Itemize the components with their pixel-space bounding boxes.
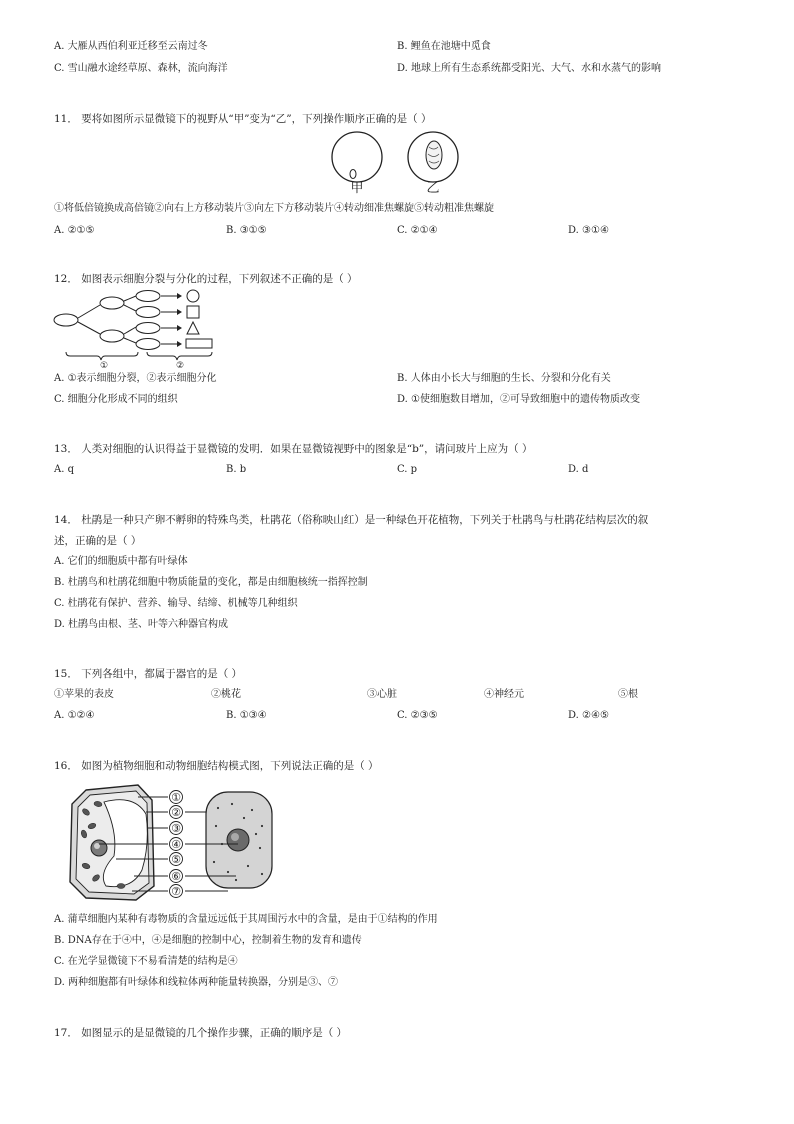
q16-label-4: ④ [171,838,181,851]
q12-label-2: ② [175,361,185,371]
q16-option-a: A. 蒲草细胞内某种有毒物质的含量远远低于其周围污水中的含量，是由于①结构的作用 [54,914,438,925]
q11-option-a: A. ②①⑤ [54,225,95,236]
q12-option-a: A. ①表示细胞分裂，②表示细胞分化 [54,373,217,384]
q12-cell-division-diagram [50,288,230,370]
q15-item-1: ①苹果的表皮 [54,689,114,700]
q15-item-5: ⑤根 [618,689,638,700]
q15-option-a: A. ①②④ [54,710,95,721]
q16-label-1: ① [171,791,181,804]
q15-option-b: B. ①③④ [226,710,267,721]
q16-label-3: ③ [171,822,181,835]
circle-cell-icon [187,290,199,302]
q11-microscope-view-figure [330,130,470,200]
q12-label-1: ① [99,361,109,371]
q10-option-d: D. 地球上所有生态系统都受阳光、大气、水和水蒸气的影响 [397,63,662,74]
q10-option-c: C. 雪山融水途经草原、森林，流向海洋 [54,63,228,74]
square-cell-icon [187,306,199,318]
q11-option-c: C. ②①④ [397,225,438,236]
q10-option-b: B. 鲤鱼在池塘中觅食 [397,41,491,52]
q15-item-2: ②桃花 [211,689,241,700]
q16-plant-animal-cell-diagram [66,782,286,906]
q15-item-3: ③心脏 [367,689,397,700]
q11-steps: ①将低倍镜换成高倍镜②向右上方移动装片③向左下方移动装片④转动细准焦螺旋⑤转动粗准焦螺旋 [54,203,494,214]
q14-option-a: A. 它们的细胞质中都有叶绿体 [54,556,188,567]
q12-option-c: C. 细胞分化形成不同的组织 [54,394,178,405]
q14-option-c: C. 杜鹃花有保护、营养、输导、结缔、机械等几种组织 [54,598,298,609]
q16-stem: 16． 如图为植物细胞和动物细胞结构模式图，下列说法正确的是（ ） [54,760,379,772]
q12-option-b: B. 人体由小长大与细胞的生长、分裂和分化有关 [397,373,611,384]
rectangle-cell-icon [186,339,212,348]
q14-option-b: B. 杜鹃鸟和杜鹃花细胞中物质能量的变化，都是由细胞核统一指挥控制 [54,577,368,588]
q16-option-c: C. 在光学显微镜下不易看清楚的结构是④ [54,956,238,967]
q14-stem-line1: 14． 杜鹃是一种只产卵不孵卵的特殊鸟类，杜鹃花（俗称映山红）是一种绿色开花植物，下列关于杜鹃鸟与杜鹃花结构层次的叙 [54,514,649,526]
q13-option-d: D. d [568,464,589,475]
q11-label-yi: 乙 [426,181,440,196]
q16-label-7: ⑦ [171,885,181,898]
triangle-cell-icon [187,322,199,334]
q16-label-2: ② [171,806,181,819]
q11-option-b: B. ③①⑤ [226,225,267,236]
q13-option-c: C. p [397,464,418,475]
q15-stem: 15． 下列各组中，都属于器官的是（ ） [54,668,243,680]
q11-option-d: D. ③①④ [568,225,609,236]
q16-option-d: D. 两种细胞都有叶绿体和线粒体两种能量转换器，分别是③、⑦ [54,977,339,988]
q15-item-4: ④神经元 [484,689,524,700]
q13-option-b: B. b [226,464,247,475]
q16-label-6: ⑥ [171,870,181,883]
q14-stem-line2: 述，正确的是（ ） [54,535,142,547]
q13-stem: 13． 人类对细胞的认识得益于显微镜的发明．如果在显微镜视野中的图象是“b”，请问玻片上应为（ ） [54,443,533,455]
q11-stem: 11． 要将如图所示显微镜下的视野从“甲”变为“乙”，下列操作顺序正确的是（ ） [54,113,432,125]
q16-option-b: B. DNA存在于④中，④是细胞的控制中心，控制着生物的发育和遗传 [54,935,362,946]
q16-label-5: ⑤ [171,853,181,866]
q10-option-a: A. 大雁从西伯利亚迁移至云南过冬 [54,41,208,52]
q12-option-d: D. ①使细胞数目增加，②可导致细胞中的遗传物质改变 [397,394,640,405]
q17-stem: 17． 如图显示的是显微镜的几个操作步骤，正确的顺序是（ ） [54,1027,348,1039]
q11-label-jia: 甲 [350,181,364,196]
q12-stem: 12． 如图表示细胞分裂与分化的过程，下列叙述不正确的是（ ） [54,273,358,285]
animal-nucleus [227,829,249,851]
q11-magnified-cell-icon [426,141,442,169]
q15-option-c: C. ②③⑤ [397,710,438,721]
q14-option-d: D. 杜鹃鸟由根、茎、叶等六种器官构成 [54,619,229,630]
q15-option-d: D. ②④⑤ [568,710,609,721]
q13-option-a: A. q [54,464,74,475]
